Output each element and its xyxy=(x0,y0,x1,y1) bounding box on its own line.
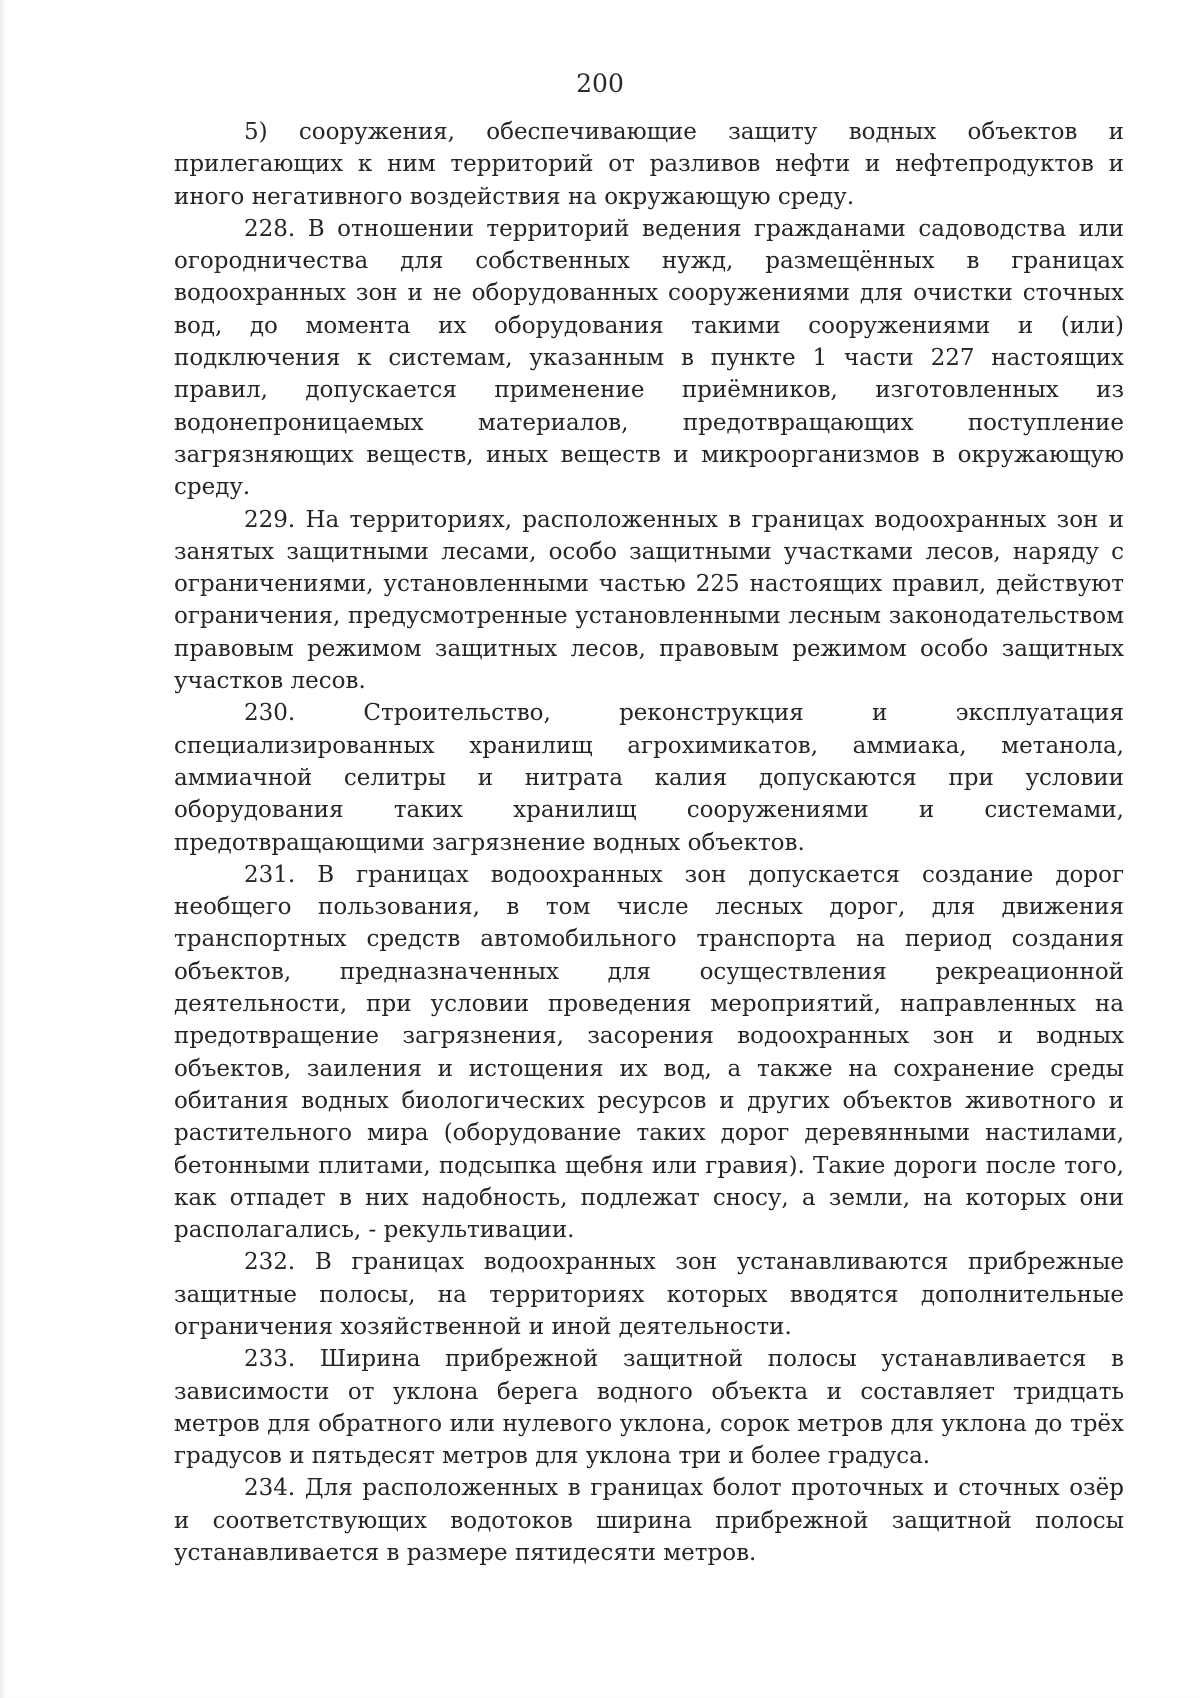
page-number: 200 xyxy=(576,69,624,98)
paragraph-item-5: 5) сооружения, обеспечивающие защиту водных объектов и прилегающих к ним территорий от разливов нефти и нефтепродуктов и иного негативного воздействия на окружающую среду. xyxy=(174,119,1124,210)
paragraph-230: 230. Строительство, реконструкция и эксплуатация специализированных хранилищ агрохимикатов, аммиака, метанола, аммиачной селитры и нитрата калия допускаются при условии оборудования таких хранилищ сооружениями и системами, предотвращающими загрязнение водных объектов. xyxy=(174,700,1124,856)
paragraph-231: 231. В границах водоохранных зон допускается создание дорог необщего пользования, в том числе лесных дорог, для движения транспортных средств автомобильного транспорта на период создания объектов, предназначенных для осуществления рекреационной деятельности, при условии проведения мероприятий, направленных на предотвращение загрязнения, засорения водоохранных зон и водных объектов, заиления и истощения их вод, а также на сохранение среды обитания водных биологических ресурсов и других объектов животного и растительного мира (оборудование таких дорог деревянными настилами, бетонными плитами, подсыпка щебня или гравия). Такие дороги после того, как отпадет в них надобность, подлежат сносу, а земли, на которых они располагались, - рекультивации. xyxy=(174,861,1124,1244)
document-body xyxy=(174,116,1124,1569)
paragraph-233: 233. Ширина прибрежной защитной полосы устанавливается в зависимости от уклона берега водного объекта и составляет тридцать метров для обратного или нулевого уклона, сорок метров для уклона до трёх градусов и пятьдесят метров для уклона три и более градуса. xyxy=(174,1346,1124,1470)
paragraph-232: 232. В границах водоохранных зон устанавливаются прибрежные защитные полосы, на территориях которых вводятся дополнительные ограничения хозяйственной и иной деятельности. xyxy=(174,1249,1124,1340)
paragraph-228: 228. В отношении территорий ведения гражданами садоводства или огородничества для собственных нужд, размещённых в границах водоохранных зон и не оборудованных сооружениями для очистки сточных вод, до момента их оборудования такими сооружениями и (или) подключения к системам, указанным в пункте 1 части 227 настоящих правил, допускается применение приёмников, изготовленных из водонепроницаемых материалов, предотвращающих поступление загрязняющих веществ, иных веществ и микроорганизмов в окружающую среду. xyxy=(174,215,1124,501)
paragraph-234: 234. Для расположенных в границах болот проточных и сточных озёр и соответствующих водотоков ширина прибрежной защитной полосы устанавливается в размере пятидесяти метров. xyxy=(174,1475,1124,1567)
paragraph-229: 229. На территориях, расположенных в границах водоохранных зон и занятых защитными лесами, особо защитными участками лесов, наряду с ограничениями, установленными частью 225 настоящих правил, действуют ограничения, предусмотренные установленными лесным законодательством правовым режимом защитных лесов, правовым режимом особо защитных участков лесов. xyxy=(174,506,1124,695)
